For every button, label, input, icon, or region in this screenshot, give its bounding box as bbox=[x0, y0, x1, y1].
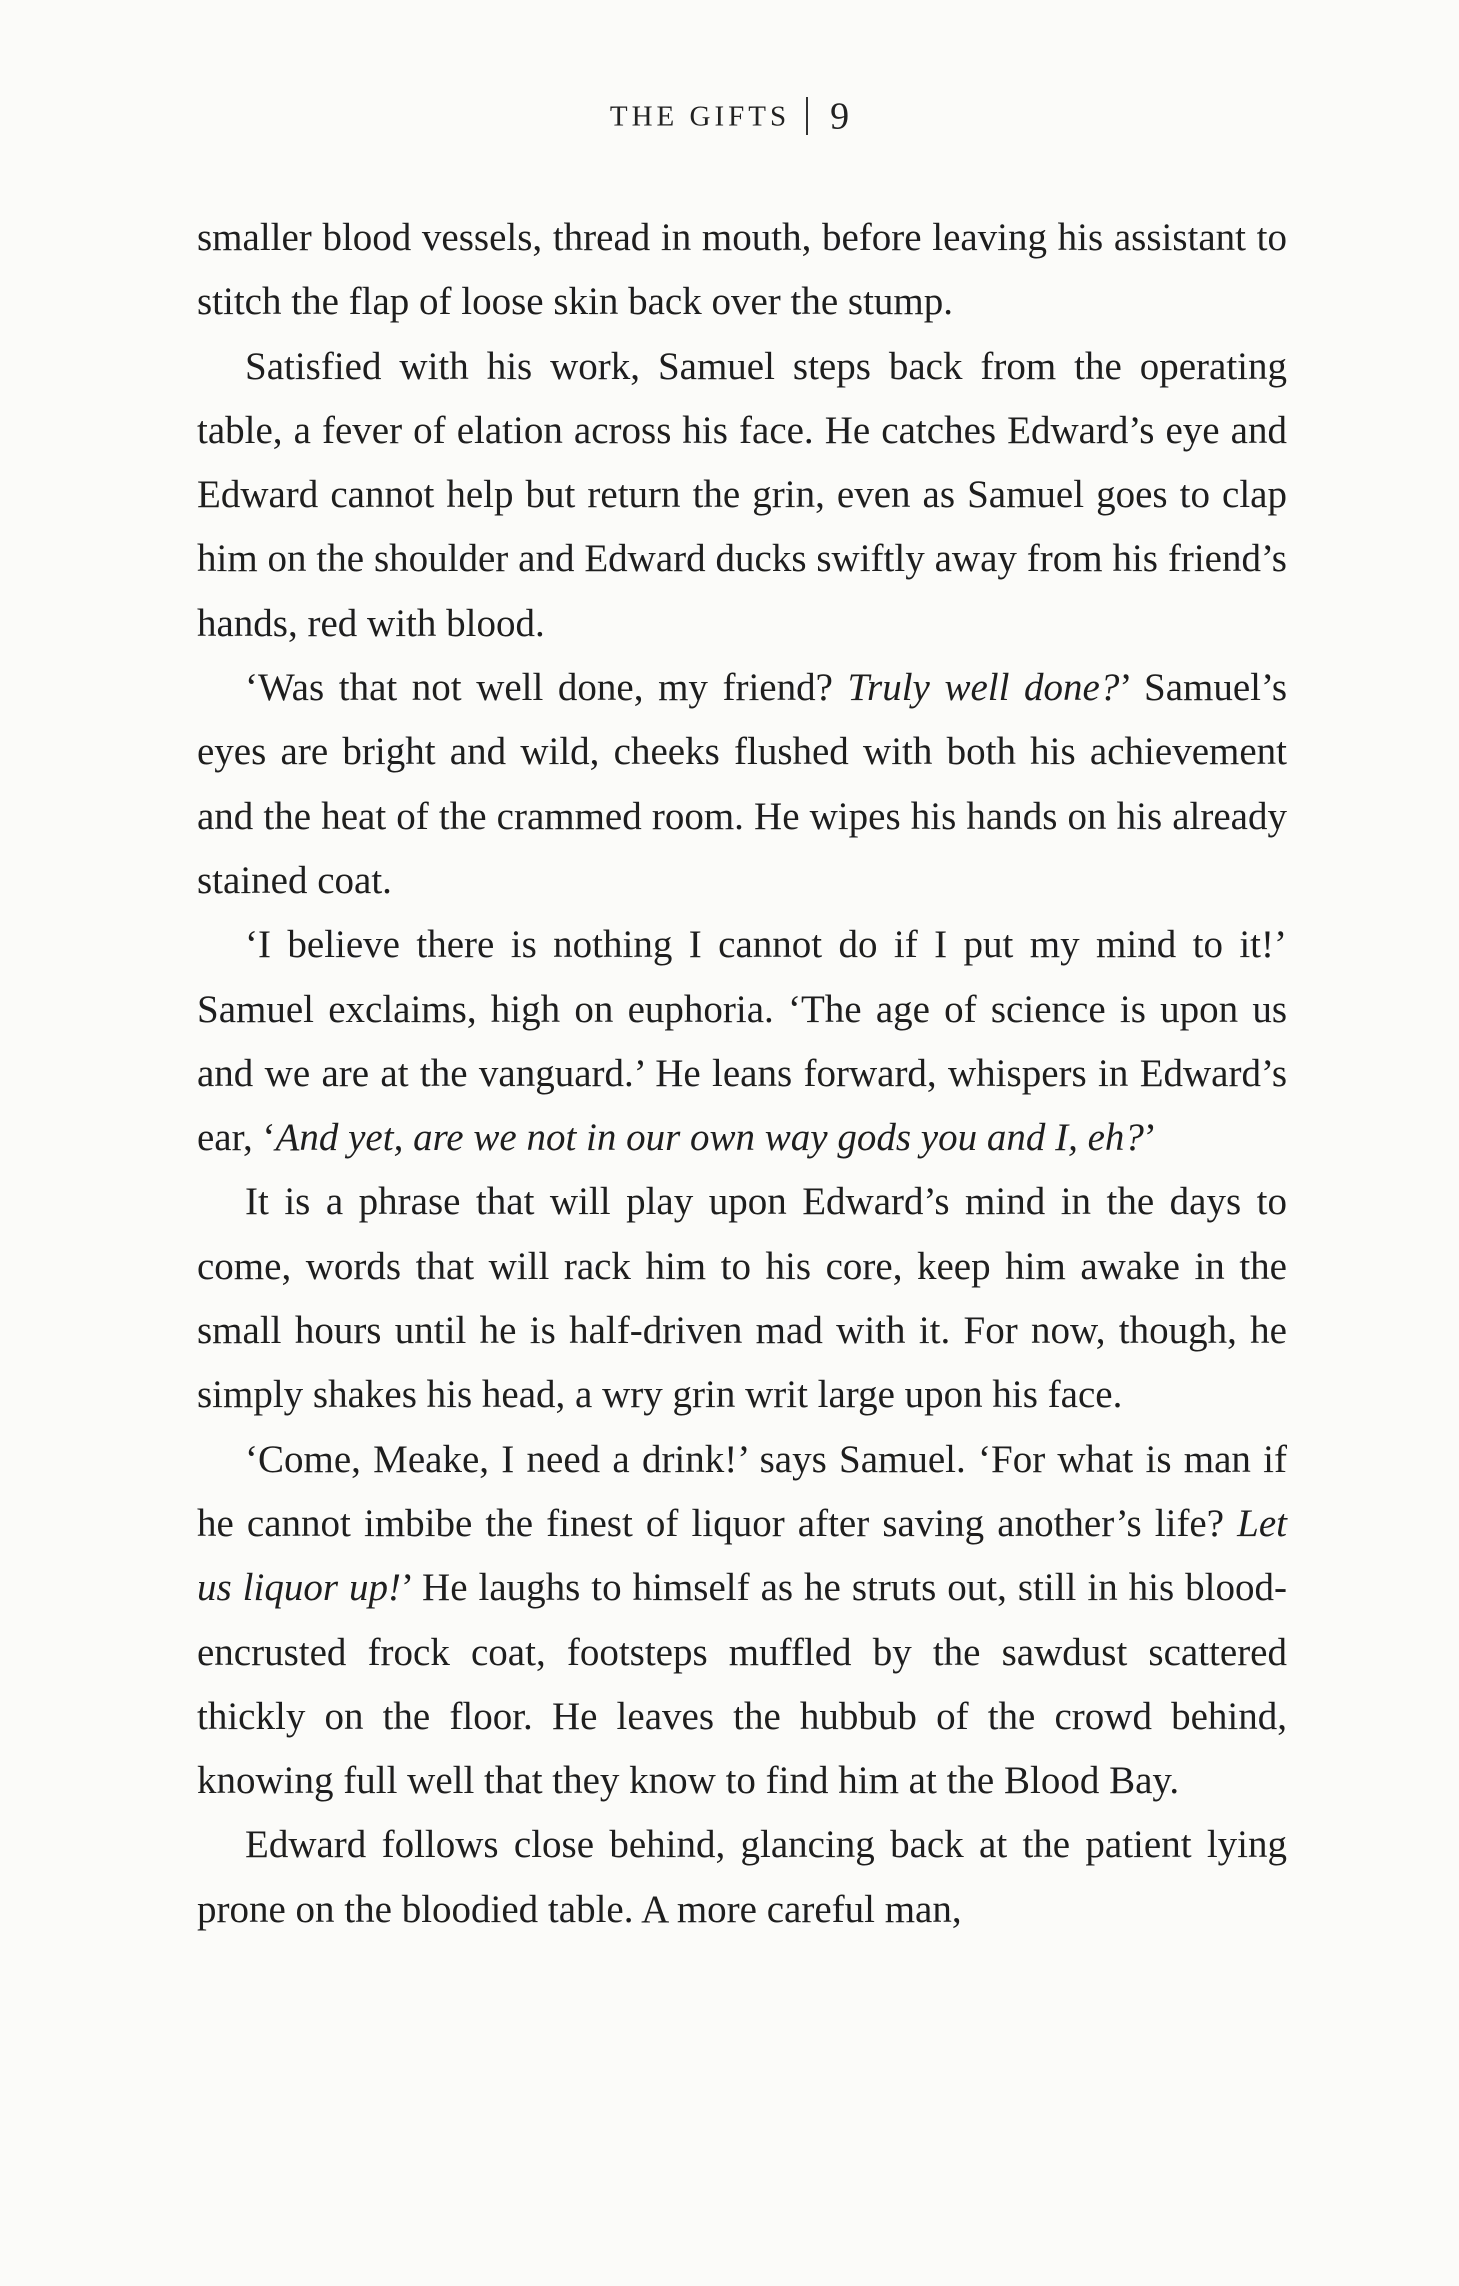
italic-text-run: And yet, are we not in our own way gods you and I, eh? bbox=[275, 1116, 1144, 1160]
text-run: It is a phrase that will play upon Edward’s mind in the days to come, words that will rack him to his core, keep him awake in the small hours until he is half-driven mad with it. For now, though, he simply shakes his head, a wry grin writ large upon his face. bbox=[197, 1180, 1287, 1417]
text-run: ’ bbox=[1143, 1116, 1157, 1160]
text-run: smaller blood vessels, thread in mouth, before leaving his assistant to stitch the flap of loose skin back over the stump. bbox=[197, 216, 1287, 324]
text-run: ’ He laughs to himself as he struts out, still in his blood-encrusted frock coat, footsteps muffled by the sawdust scattered thickly on the floor. He leaves the hubbub of the crowd behind, knowing full well that they know to find him at the Blood Bay. bbox=[197, 1566, 1287, 1803]
text-run: ‘I believe there is nothing I cannot do if I put my mind to it!’ Samuel exclaims, high on euphoria. ‘The age of science is upon us and we are at the vanguard.’ He leans forward, whispers in Edward’s ear, ‘ bbox=[197, 923, 1287, 1160]
italic-text-run: Truly well done? bbox=[847, 666, 1120, 710]
text-run: Edward follows close behind, glancing back at the patient lying prone on the bloodied table. A more careful man, bbox=[197, 1823, 1287, 1931]
page-number: 9 bbox=[830, 95, 850, 138]
paragraph-7 bbox=[197, 1813, 1287, 1942]
body-text bbox=[197, 206, 1287, 1942]
running-title: THE GIFTS bbox=[609, 100, 791, 133]
text-run: ’ Samuel’s eyes are bright and wild, cheeks flushed with both his achievement and the heat of the crammed room. He wipes his hands on his already stained coat. bbox=[197, 666, 1287, 902]
italic-text-run: Let us liquor up! bbox=[197, 1501, 1287, 1610]
text-run: ‘Come, Meake, I need a drink!’ says Samuel. ‘For what is man if he cannot imbibe the finest of liquor after saving another’s life? bbox=[197, 1437, 1287, 1545]
paragraph-6 bbox=[197, 1428, 1287, 1814]
paragraph-2 bbox=[197, 335, 1287, 656]
paragraph-3 bbox=[197, 656, 1287, 913]
text-run: ‘Was that not well done, my friend? bbox=[245, 666, 848, 710]
header-separator bbox=[806, 97, 808, 135]
running-head bbox=[0, 94, 1459, 136]
text-run: Satisfied with his work, Samuel steps back from the operating table, a fever of elation across his face. He catches Edward’s eye and Edward cannot help but return the grin, even as Samuel goes to clap him on the shoulder and Edward ducks swiftly away from his friend’s hands, red with blood. bbox=[197, 344, 1287, 645]
paragraph-5 bbox=[197, 1170, 1287, 1427]
paragraph-1 bbox=[197, 206, 1287, 335]
paragraph-4 bbox=[197, 913, 1287, 1170]
